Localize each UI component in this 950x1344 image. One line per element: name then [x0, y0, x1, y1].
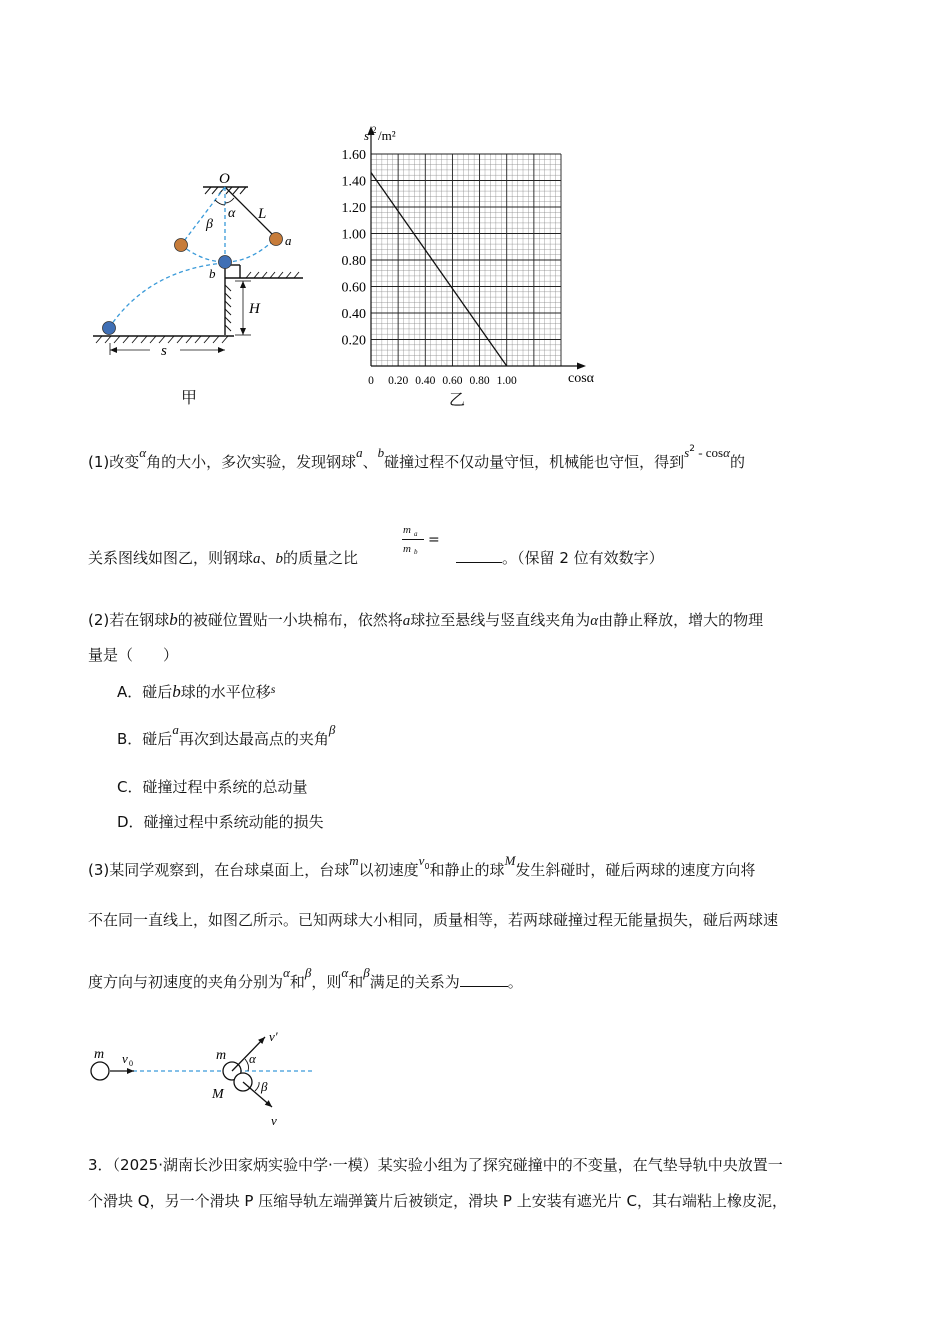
q2-line2: 量是（ ） [88, 646, 179, 664]
label-alpha: α [228, 206, 236, 221]
y-axis-label-unit: /m² [378, 128, 396, 143]
y-tick-label: 1.40 [341, 174, 366, 190]
x-tick-label: 1.00 [496, 375, 517, 387]
x-tick-label: 0.80 [469, 375, 490, 387]
figure-yi-caption: 乙 [449, 390, 466, 409]
label-b: b [209, 266, 216, 281]
label-beta-fig3: β [261, 1079, 268, 1094]
y-tick-label: 0.20 [341, 333, 366, 349]
label-s: s [161, 343, 167, 359]
q3-answer-blank[interactable] [460, 972, 508, 987]
q3-line1: (3)某同学观察到，在台球桌面上，台球m以初速度$v^0$和静止的球M发生斜碰时，碰后两球的速度方向将 [88, 853, 756, 879]
y-axis-label-sup: 2 [372, 125, 377, 135]
x-tick-label: 0.20 [388, 375, 409, 387]
ball-b-landing [103, 322, 116, 335]
y-tick-label: 1.60 [341, 148, 366, 163]
q4-line2: 个滑块 Q，另一个滑块 P 压缩导轨左端弹簧片后被锁定，滑块 P 上安装有遮光片 C，其右端粘上橡皮泥， [88, 1192, 787, 1210]
label-O: O [219, 171, 230, 187]
label-beta: β [206, 217, 213, 232]
q3-line2: 不在同一直线上，如图乙所示。已知两球大小相同，质量相等，若两球碰撞过程无能量损失，碰后两球速 [88, 911, 779, 929]
label-M: M [212, 1087, 224, 1102]
q1-line1: (1)改变α角的大小，多次实验，发现钢球a、b碰撞过程不仅动量守恒，机械能也守恒，得到$s^2$ - cosα的 [88, 444, 745, 471]
label-L: L [258, 206, 267, 222]
q1-line2: 关系图线如图乙，则钢球a、b的质量之比 。（保留 2 位有效数字） [88, 549, 664, 567]
x-axis-arrow [577, 363, 586, 370]
label-m-right: m [216, 1048, 227, 1063]
q2-option-b[interactable]: B．碰后a再次到达最高点的夹角β [117, 722, 336, 748]
q3-line3: 度方向与初速度的夹角分别为α和β，则α和β满足的关系为 。 [88, 965, 523, 991]
label-a: a [285, 233, 292, 248]
q2-line1: (2)若在钢球b的被碰位置贴一小块棉布，依然将a球拉至悬线与竖直线夹角为α由静止释放，增大的物理 [88, 610, 764, 629]
ball-b [219, 256, 232, 269]
q2-option-c[interactable]: C．碰撞过程中系统的总动量 [117, 778, 308, 796]
label-v0: v [122, 1051, 128, 1066]
label-v-prime: v′ [269, 1029, 278, 1044]
x-tick-label: 0.40 [415, 375, 436, 387]
y-tick-label: 0.80 [341, 254, 366, 269]
y-axis-label-s: s [364, 128, 370, 143]
y-tick-label: 1.00 [341, 227, 366, 243]
label-H: H [249, 301, 260, 317]
label-alpha-fig3: α [249, 1051, 256, 1066]
ball-a [270, 233, 283, 246]
y-tick-label: 0.60 [341, 280, 366, 296]
q2-option-d[interactable]: D．碰撞过程中系统动能的损失 [117, 813, 324, 831]
x-tick-label: 0.60 [442, 375, 463, 387]
figure-jia-caption: 甲 [181, 388, 198, 407]
label-m-left: m [94, 1047, 105, 1062]
collision-diagram [88, 1015, 328, 1145]
y-tick-label: 0.40 [341, 307, 366, 322]
ball-m-initial [91, 1062, 109, 1080]
x-axis-label: cosα [568, 371, 594, 386]
x-tick-label: 0 [368, 375, 374, 387]
label-v0-sub: 0 [129, 1059, 133, 1068]
q2-option-a[interactable]: A．碰后b球的水平位移$^s$ [117, 682, 276, 701]
y-tick-label: 1.20 [341, 201, 366, 216]
label-v: v [271, 1113, 277, 1128]
ball-a-left-position [175, 239, 188, 252]
figure-yi-chart [330, 122, 620, 392]
q1-answer-blank[interactable] [456, 548, 502, 563]
q4-line1: 3．（2025·湖南长沙田家炳实验中学·一模）某实验小组为了探究碰撞中的不变量，在气垫导轨中央放置一 [88, 1156, 783, 1174]
q1-fraction: m a m b = [403, 524, 440, 556]
figure-jia-diagram [88, 165, 318, 365]
